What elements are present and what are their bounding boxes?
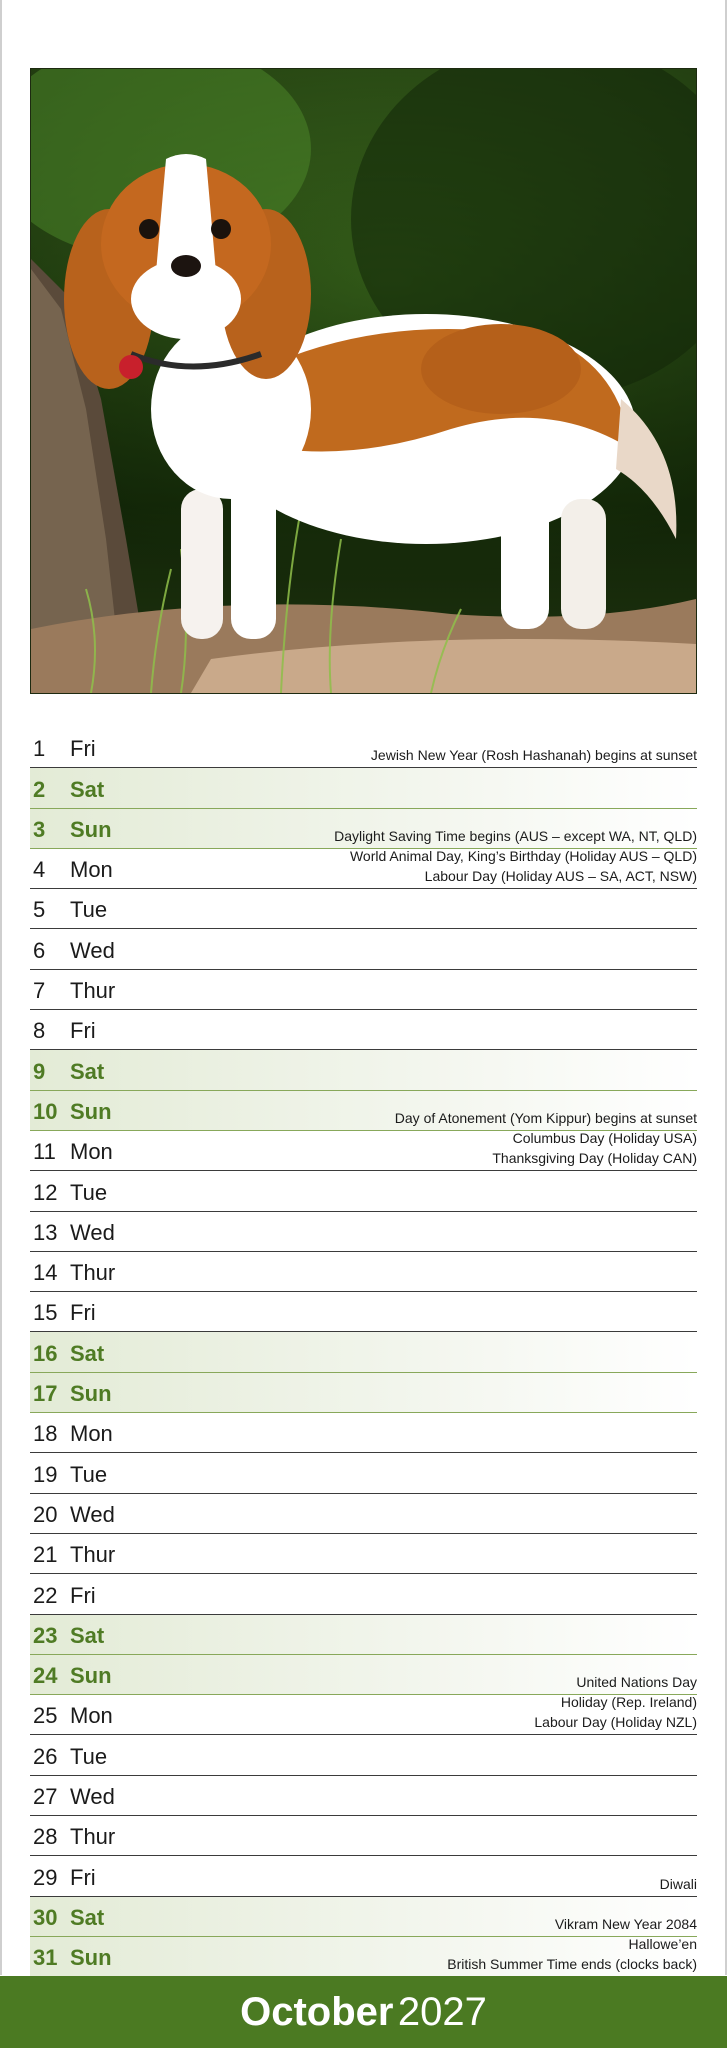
day-name: Wed — [70, 1501, 115, 1527]
day-row — [30, 1453, 697, 1493]
event-text: Daylight Saving Time begins (AUS – except WA, NT, QLD) — [334, 827, 697, 844]
day-number: 16 — [33, 1340, 58, 1366]
day-name: Fri — [70, 1018, 96, 1044]
day-number: 7 — [33, 978, 46, 1004]
day-number: 29 — [33, 1864, 58, 1890]
day-events — [492, 1128, 697, 1168]
event-text: World Animal Day, King’s Birthday (Holiday AUS – QLD) — [349, 848, 697, 865]
day-row — [30, 1735, 697, 1775]
day-name: Fri — [70, 1582, 96, 1608]
month-footer — [0, 1976, 727, 2048]
day-name: Sat — [70, 776, 105, 802]
day-row — [30, 1937, 697, 1977]
day-row — [30, 1816, 697, 1856]
day-row — [30, 1574, 697, 1614]
day-row — [30, 889, 697, 929]
day-name: Wed — [70, 1784, 115, 1810]
day-number: 1 — [33, 736, 46, 762]
day-number: 26 — [33, 1743, 58, 1769]
day-number: 11 — [33, 1139, 56, 1165]
day-number: 5 — [33, 897, 46, 923]
day-number: 23 — [33, 1622, 58, 1648]
event-text: Labour Day (Holiday AUS – SA, ACT, NSW) — [424, 868, 697, 885]
day-row — [30, 1252, 697, 1292]
calendar-photo — [30, 68, 697, 694]
day-row — [30, 1212, 697, 1252]
day-number: 17 — [33, 1381, 58, 1407]
day-row — [30, 1332, 697, 1372]
day-number: 19 — [33, 1461, 58, 1487]
day-name: Tue — [70, 1461, 108, 1487]
day-name: Fri — [70, 1300, 96, 1326]
day-row — [30, 1373, 697, 1413]
day-name: Thur — [70, 1260, 116, 1286]
day-list — [30, 728, 697, 1977]
day-row — [30, 1695, 697, 1735]
day-number: 27 — [33, 1784, 58, 1810]
event-text: Vikram New Year 2084 — [554, 1915, 697, 1932]
day-number: 24 — [33, 1663, 58, 1689]
day-name: Mon — [70, 1703, 113, 1729]
day-name: Fri — [70, 736, 96, 762]
event-text: Day of Atonement (Yom Kippur) begins at sunset — [394, 1109, 697, 1126]
day-row — [30, 1131, 697, 1171]
event-text: Thanksgiving Day (Holiday CAN) — [492, 1150, 697, 1167]
day-name: Sat — [70, 1904, 105, 1930]
day-name: Tue — [70, 897, 108, 923]
day-events — [395, 1108, 697, 1128]
day-name: Wed — [70, 1219, 115, 1245]
event-text: Jewish New Year (Rosh Hashanah) begins at sunset — [370, 747, 697, 764]
day-events — [350, 846, 697, 886]
day-name: Sat — [70, 1058, 105, 1084]
day-name: Sun — [70, 1945, 112, 1971]
day-number: 13 — [33, 1219, 58, 1245]
day-name: Sat — [70, 1340, 105, 1366]
day-number: 9 — [33, 1058, 46, 1084]
day-number: 10 — [33, 1098, 58, 1124]
day-number: 2 — [33, 776, 46, 802]
day-row — [30, 970, 697, 1010]
day-number: 8 — [33, 1018, 46, 1044]
event-text: Holiday (Rep. Ireland) — [560, 1694, 697, 1711]
day-events — [371, 745, 697, 765]
day-row — [30, 929, 697, 969]
day-number: 4 — [33, 857, 46, 883]
year-label: 2027 — [397, 1990, 487, 2034]
day-events — [447, 1934, 697, 1974]
day-number: 28 — [33, 1824, 58, 1850]
day-row — [30, 809, 697, 849]
day-name: Tue — [70, 1179, 108, 1205]
day-name: Sun — [70, 1381, 112, 1407]
day-row — [30, 1010, 697, 1050]
day-row — [30, 1615, 697, 1655]
day-row — [30, 1897, 697, 1937]
day-events — [660, 1874, 697, 1894]
day-row — [30, 1856, 697, 1896]
page-edge-left — [0, 0, 2, 1975]
day-row — [30, 768, 697, 808]
day-number: 3 — [33, 816, 46, 842]
day-row — [30, 1292, 697, 1332]
day-row — [30, 1655, 697, 1695]
day-row — [30, 1776, 697, 1816]
day-name: Sun — [70, 1663, 112, 1689]
day-number: 12 — [33, 1179, 58, 1205]
day-events — [334, 826, 697, 846]
day-number: 31 — [33, 1945, 58, 1971]
day-number: 18 — [33, 1421, 58, 1447]
day-number: 6 — [33, 937, 46, 963]
day-name: Wed — [70, 937, 115, 963]
day-row — [30, 1091, 697, 1131]
day-number: 15 — [33, 1300, 58, 1326]
day-name: Thur — [70, 1542, 116, 1568]
day-number: 14 — [33, 1260, 58, 1286]
event-text: British Summer Time ends (clocks back) — [447, 1956, 697, 1973]
day-row — [30, 1534, 697, 1574]
day-name: Thur — [70, 978, 116, 1004]
day-events — [576, 1672, 697, 1692]
event-text: United Nations Day — [576, 1674, 697, 1691]
day-number: 21 — [33, 1542, 58, 1568]
day-name: Sun — [70, 816, 112, 842]
day-events — [555, 1914, 697, 1934]
day-name: Tue — [70, 1743, 108, 1769]
day-number: 25 — [33, 1703, 58, 1729]
event-text: Labour Day (Holiday NZL) — [534, 1714, 697, 1731]
day-number: 30 — [33, 1904, 58, 1930]
day-name: Thur — [70, 1824, 116, 1850]
day-row — [30, 1050, 697, 1090]
day-name: Mon — [70, 1421, 113, 1447]
day-row — [30, 1494, 697, 1534]
day-name: Mon — [70, 1139, 113, 1165]
day-number: 20 — [33, 1501, 58, 1527]
day-name: Fri — [70, 1864, 96, 1890]
day-row — [30, 1171, 697, 1211]
dog-photo-illustration — [31, 69, 696, 693]
day-row — [30, 849, 697, 889]
day-name: Mon — [70, 857, 113, 883]
event-text: Columbus Day (Holiday USA) — [512, 1130, 697, 1147]
day-events — [534, 1692, 697, 1732]
event-text: Diwali — [659, 1875, 697, 1892]
day-row — [30, 1413, 697, 1453]
day-row — [30, 728, 697, 768]
month-label: October — [240, 1990, 394, 2034]
day-number: 22 — [33, 1582, 58, 1608]
day-name: Sun — [70, 1098, 112, 1124]
day-name: Sat — [70, 1622, 105, 1648]
event-text: Hallowe’en — [628, 1936, 697, 1953]
